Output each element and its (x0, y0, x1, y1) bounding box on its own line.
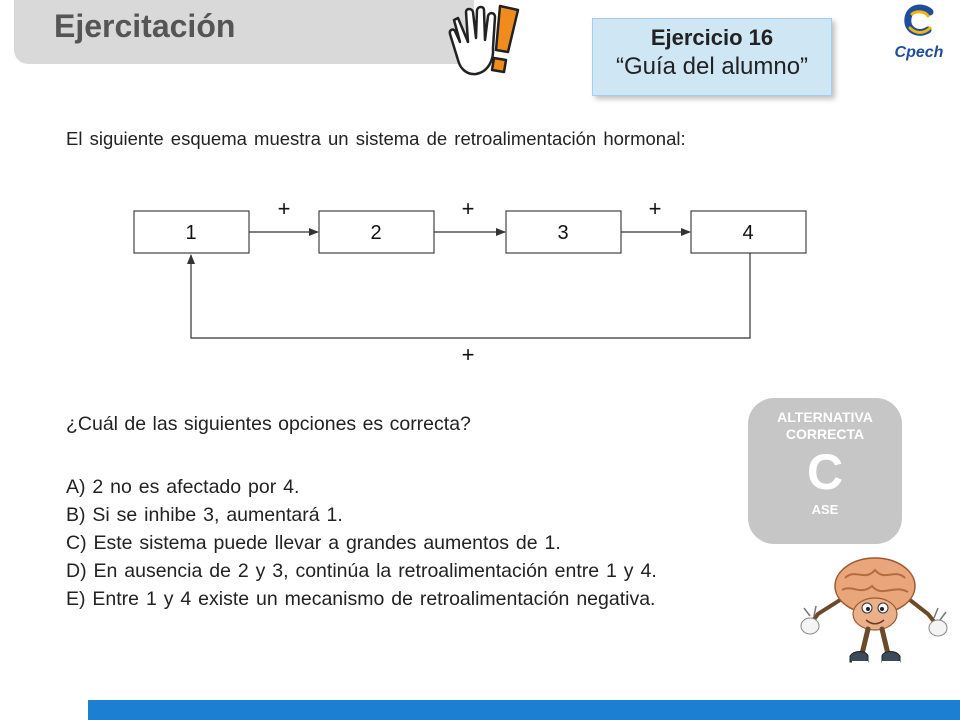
answer-code: ASE (811, 502, 839, 517)
exercise-subtitle: “Guía del alumno” (615, 53, 809, 80)
page-title: Ejercitación (54, 8, 236, 44)
feedback-arrow-4-to-1 (191, 253, 750, 338)
intro-text: El siguiente esquema muestra un sistema de retroalimentación hormonal: (66, 128, 686, 149)
options-list (66, 473, 657, 613)
option-c: C) Este sistema puede llevar a grandes aumentos de 1. (66, 532, 561, 554)
answer-label-line2: CORRECTA (785, 426, 865, 442)
option-d: D) En ausencia de 2 y 3, continúa la retroalimentación entre 1 y 4. (66, 560, 657, 582)
box-3-label: 3 (557, 222, 569, 244)
footer-bar (88, 700, 960, 720)
box-1-label: 1 (185, 222, 197, 244)
brain-mascot-icon (800, 556, 950, 676)
question-text: ¿Cuál de las siguientes opciones es correcta? (66, 413, 471, 435)
feedback-sign: + (461, 342, 475, 365)
cpech-logo (888, 4, 950, 62)
sign-1-to-2: + (277, 196, 291, 221)
logo-text: Cpech (894, 44, 944, 61)
option-b: B) Si se inhibe 3, aumentará 1. (66, 504, 343, 526)
option-a: A) 2 no es afectado por 4. (66, 476, 300, 498)
answer-letter: C (806, 444, 844, 500)
exercise-box (592, 18, 832, 96)
box-2 (319, 211, 434, 253)
box-3 (506, 211, 621, 253)
box-4 (691, 211, 806, 253)
option-e: E) Entre 1 y 4 existe un mecanismo de retroalimentación negativa. (66, 588, 656, 610)
box-2-label: 2 (370, 222, 382, 244)
answer-label-line1: ALTERNATIVA (777, 409, 873, 425)
feedback-diagram (120, 190, 820, 365)
exercise-title: Ejercicio 16 (650, 25, 774, 50)
box-4-label: 4 (742, 222, 754, 244)
answer-label (748, 409, 902, 443)
answer-card (748, 398, 902, 544)
title-bar (14, 0, 474, 64)
box-1 (134, 211, 249, 253)
sign-2-to-3: + (461, 196, 475, 221)
pointing-hand-icon (444, 0, 524, 82)
sign-3-to-4: + (648, 196, 662, 221)
logo-mark-icon (888, 4, 950, 44)
